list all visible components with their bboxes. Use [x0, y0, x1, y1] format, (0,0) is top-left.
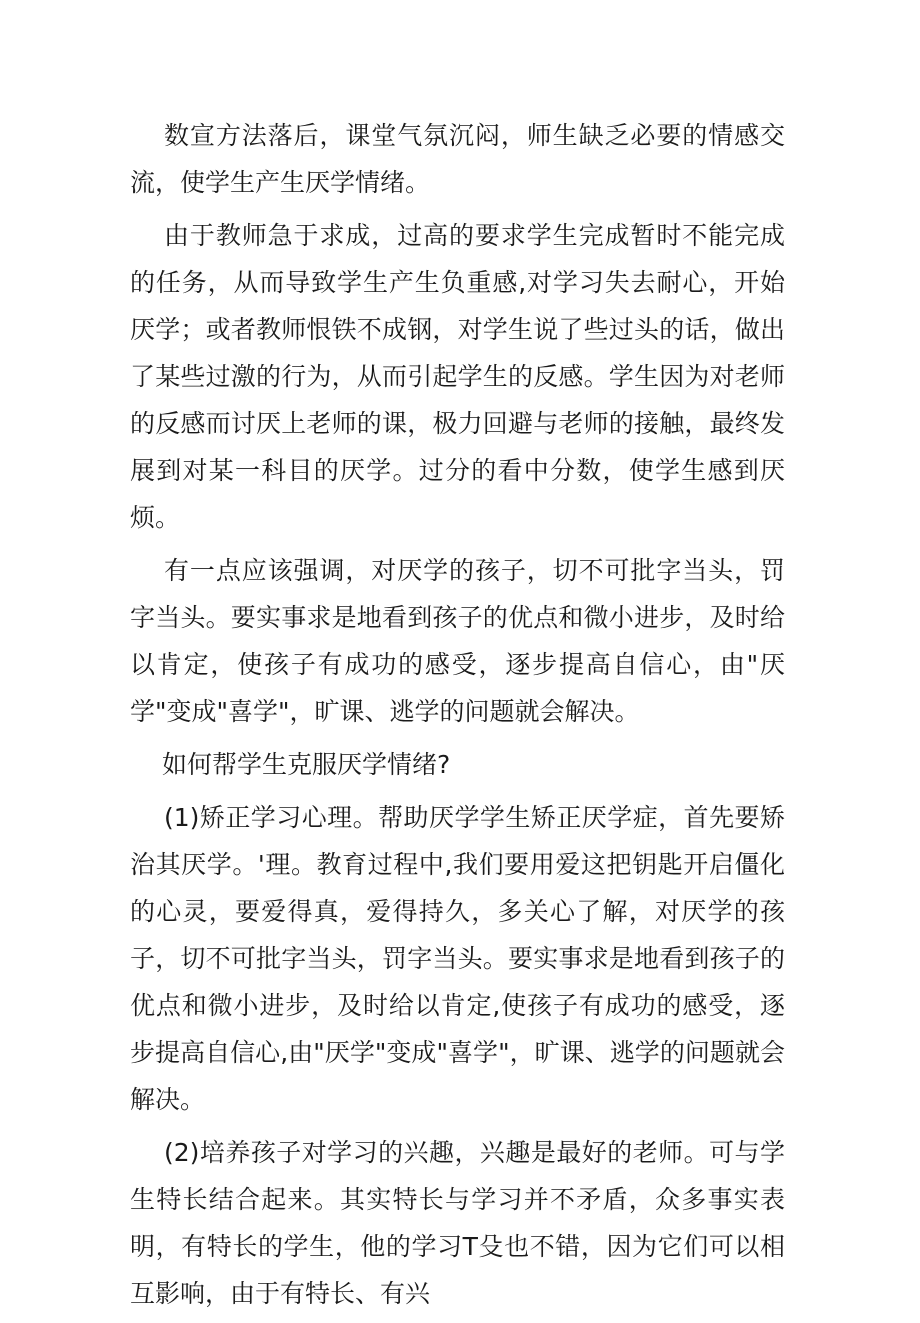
paragraph-point-2-cultivate-interest: (2)培养孩子对学习的兴趣，兴趣是最好的老师。可与学生特长结合起来。其实特长与学习并不矛盾，众多事实表明，有特长的学生，他的学习T殳也不错，因为它们可以相互影响，由于有特长、有兴	[130, 1138, 785, 1308]
paragraph-teacher-pressure: 由于教师急于求成，过高的要求学生完成暂时不能完成的任务，从而导致学生产生负重感,对学习失去耐心，开始厌学；或者教师恨铁不成钢，对学生说了些过头的话，做出了某些过激的行为，从而引起学生的反感。学生因为对老师的反感而讨厌上老师的课，极力回避与老师的接触，最终发展到对某一科目的厌学。过分的看中分数，使学生感到厌烦。	[130, 221, 785, 532]
document-body	[130, 112, 785, 1323]
paragraph-emphasis: 有一点应该强调，对厌学的孩子，切不可批字当头，罚字当头。要实事求是地看到孩子的优点和微小进步，及时给以肯定，使孩子有成功的感受，逐步提高自信心，由"厌学"变成"喜学"，旷课、逃学的问题就会解决。	[130, 556, 785, 726]
paragraph-point-1-correct-psychology: (1)矫正学习心理。帮助厌学学生矫正厌学症，首先要矫治其厌学。'理。教育过程中,我们要用爱这把钥匙开启僵化的心灵，要爱得真，爱得持久，多关心了解，对厌学的孩子，切不可批字当头，罚字当头。要实事求是地看到孩子的优点和微小进步，及时给以肯定,使孩子有成功的感受，逐步提高自信心,由"厌学"变成"喜学"，旷课、逃学的问题就会解决。	[130, 803, 785, 1114]
paragraph-teaching-methods: 数宣方法落后，课堂气氛沉闷，师生缺乏必要的情感交流，使学生产生厌学情绪。	[130, 121, 785, 197]
section-heading-overcome-aversion: 如何帮学生克服厌学情绪?	[162, 750, 451, 779]
